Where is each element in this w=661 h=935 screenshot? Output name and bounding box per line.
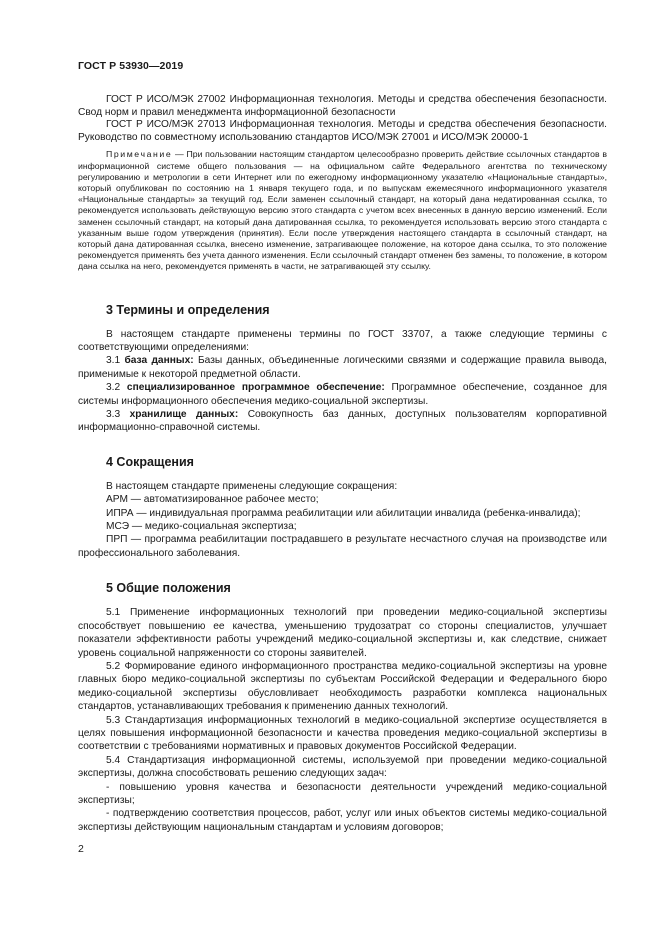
term-number: 3.3 <box>106 409 130 421</box>
abbreviation-item: МСЭ — медико-социальная экспертиза; <box>106 521 297 533</box>
abbreviation-item: ПРП — программа реабилитации пострадавшего в результате несчастного случая на производстве или профессионального заболевания. <box>78 534 607 559</box>
section-terms <box>78 303 607 435</box>
document-header: ГОСТ Р 53930—2019 <box>78 60 184 72</box>
term-name: специализированное программное обеспечение: <box>126 382 385 394</box>
section-title: 5 Общие положения <box>106 581 231 596</box>
clause-paragraph: 5.2 Формирование единого информационного пространства медико-социальной экспертизы на уровне главных бюро медико-социальной экспертизы по субъектам Российской Федерации и Федерального бюро медико-социальной экспертизы обусловливает необходимость разработки комплекса национальных стандартов, устанавливающих требования к применению данных технологий. <box>78 660 607 713</box>
term-text: Совокупность баз данных, доступных пользователям корпоративной информационно-справочной системы. <box>78 409 608 434</box>
term-definition <box>78 408 607 435</box>
note-text: — При пользовании настоящим стандартом целесообразно проверить действие ссылочных стандартов в информационной системе общего пользования — на официальном сайте Федерального агентства по техническому регулированию и метрологии в сети Интернет или по ежегодному информационному указателю «Национальные стандарты», который опубликован по состоянию на 1 января текущего года, и по выпускам ежемесячного информационного указателя «Национальные стандарты» за текущий год. Если заменен ссылочный стандарт, на который дана недатированная ссылка, то рекомендуется использовать действующую версию этого стандарта с учетом всех внесенных в данную версию изменений. Если заменен ссылочный стандарт, на который дана датированная ссылка, то рекомендуется использовать версию этого стандарта с указанным выше годом утверждения (принятия). Если после утверждения настоящего стандарта в ссылочный стандарт, на который дана датированная ссылка, внесено изменение, затрагивающее положение, на которое дана ссылка, то это положение рекомендуется применять без учета данного изменения. Если ссылочный стандарт отменен без замены, то положение, в котором дана ссылка на него, рекомендуется применять в части, не затрагивающей эту ссылку. <box>78 149 607 272</box>
normative-references <box>78 94 607 144</box>
term-text: Базы данных, объединенные логическими связями и содержащие правила вывода, применимые к некоторой предметной области. <box>78 355 607 380</box>
section-intro: В настоящем стандарте применены термины по ГОСТ 33707, а также следующие термины с соответствующими определениями: <box>78 328 607 354</box>
clause-paragraph: 5.1 Применение информационных технологий при проведении медико-социальной экспертизы способствует повышению ее качества, уменьшению трудозатрат со стороны специалистов, улучшает показатели эффективности работы учреждений медико-социальной экспертизы и, как следствие, снижает уровень социальной напряженности со стороны заявителей. <box>78 607 607 659</box>
clause-paragraph: 5.4 Стандартизация информационной системы, используемой при проведении медико-социальной экспертизы, должна способствовать решению следующих задач: <box>78 754 607 780</box>
list-item: - подтверждению соответствия процессов, работ, услуг или иных объектов системы медико-социальной экспертизы действующим национальным стандартам и условиям договоров; <box>78 808 607 833</box>
note-paragraph <box>78 149 607 272</box>
abbreviation-item: АРМ — автоматизированное рабочее место; <box>106 494 319 506</box>
section-general <box>78 581 607 834</box>
note-label: Примечание <box>106 149 173 160</box>
abbreviation-item: ИПРА — индивидуальная программа реабилитации или абилитации инвалида (ребенка-инвалида); <box>106 507 581 519</box>
term-number: 3.1 <box>106 355 125 367</box>
section-abbreviations <box>78 455 607 560</box>
clause-paragraph: 5.3 Стандартизация информационных технологий в медико-социальной экспертизе осуществляется в целях повышения информационной безопасности и качества проведения медико-социальной экспертизы в соответствии с требованиями нормативных и правовых документов Российской Федерации. <box>78 714 607 753</box>
section-intro: В настоящем стандарте применены следующие сокращения: <box>106 480 398 492</box>
section-title: 4 Сокращения <box>106 454 194 469</box>
term-text: Программное обеспечение, созданное для системы информационного обеспечения медико-социальной экспертизы. <box>78 382 607 407</box>
list-item: - повышению уровня качества и безопасности деятельности учреждений медико-социальной экспертизы; <box>78 781 607 806</box>
term-number: 3.2 <box>106 382 127 394</box>
term-name: база данных: <box>124 355 194 367</box>
section-title: 3 Термины и определения <box>106 302 270 317</box>
term-definition <box>78 381 607 408</box>
term-name: хранилище данных: <box>129 409 239 421</box>
reference-item: ГОСТ Р ИСО/МЭК 27002 Информационная технология. Методы и средства обеспечения безопасности. Свод норм и правил менеджмента информационной безопасности <box>78 94 607 118</box>
reference-item: ГОСТ Р ИСО/МЭК 27013 Информационная технология. Методы и средства обеспечения безопасности. Руководство по совместному использованию стандартов ИСО/МЭК 27001 и ИСО/МЭК 20000-1 <box>78 119 607 143</box>
term-definition <box>78 354 607 381</box>
page-number: 2 <box>78 843 84 855</box>
